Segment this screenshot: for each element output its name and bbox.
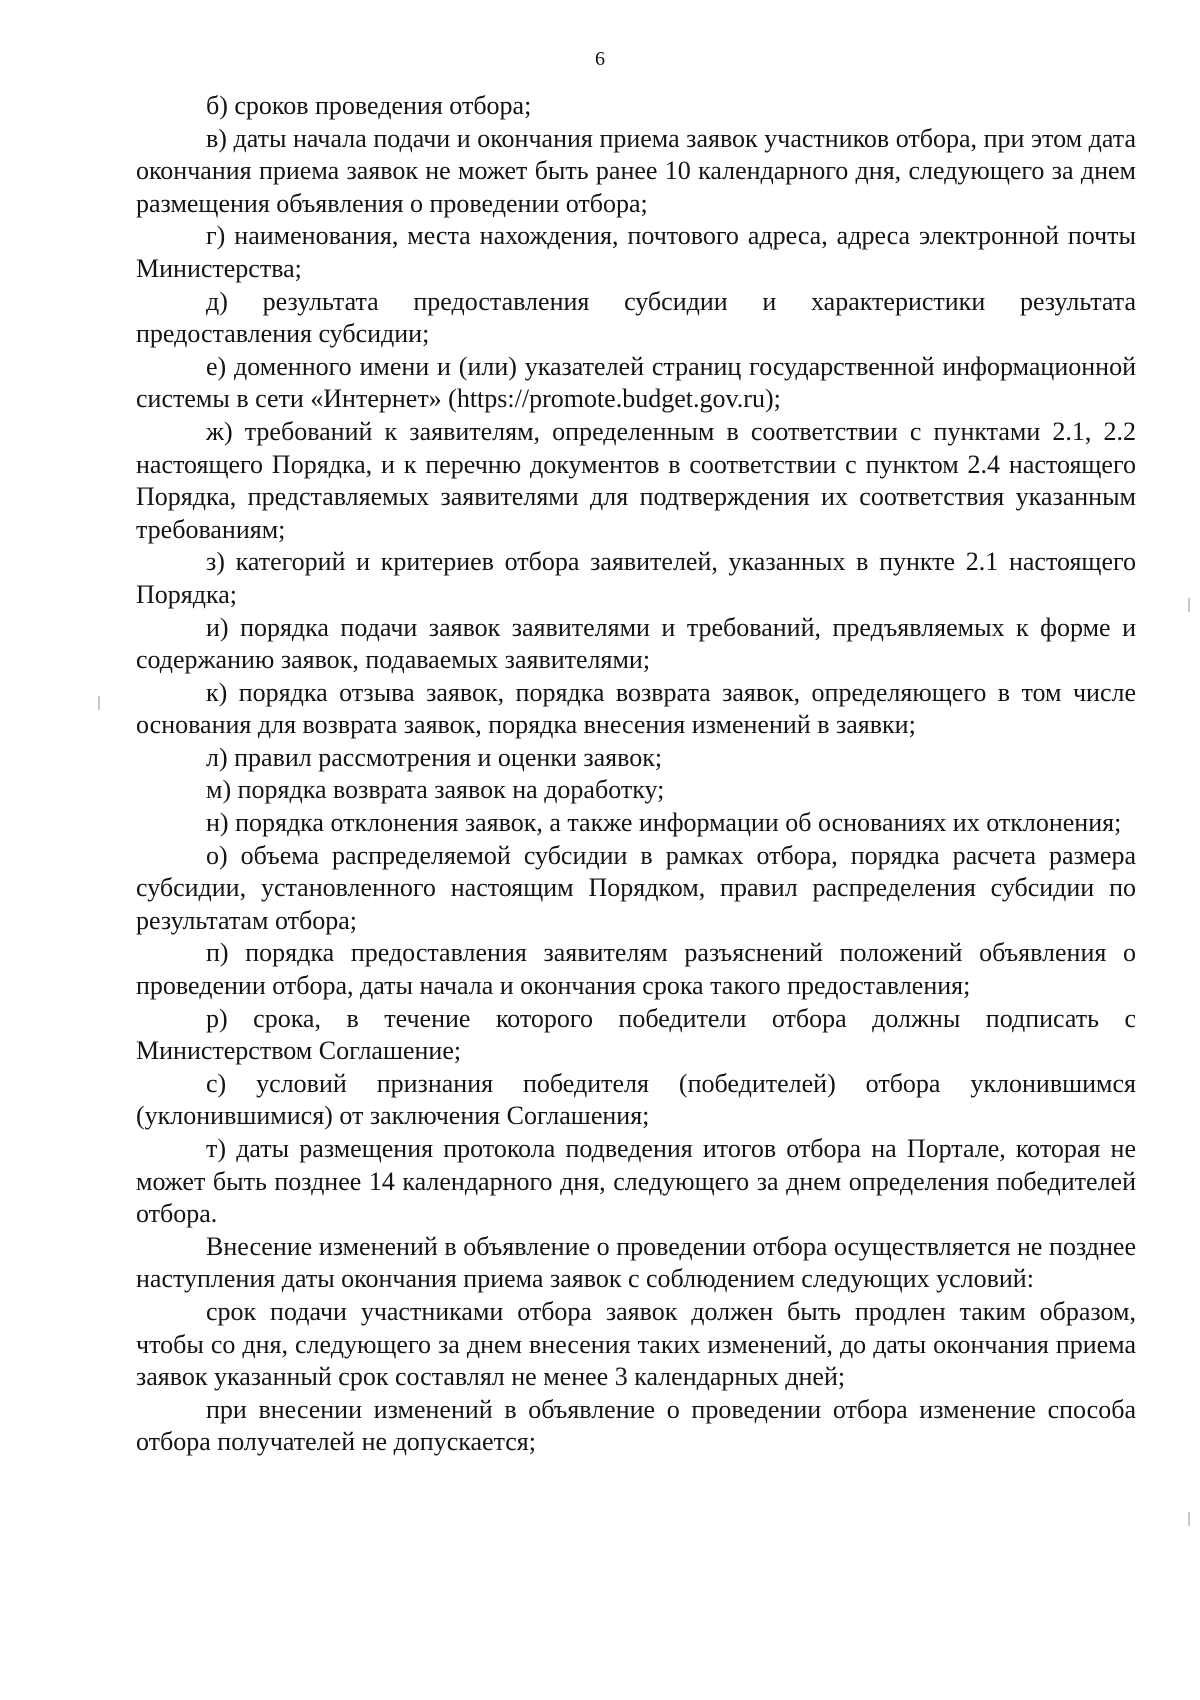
- list-item-label: в): [206, 123, 227, 153]
- list-item-text: порядка предоставления заявителям разъяснений положений объявления о проведении отбора, даты начала и окончания срока такого предоставления;: [136, 938, 1137, 1001]
- list-item-label: п): [206, 938, 229, 968]
- list-item-n: [136, 807, 1136, 840]
- list-item-label: е): [206, 351, 227, 381]
- list-item-text: результата предоставления субсидии и характеристики результата предоставления субсидии;: [136, 286, 1136, 349]
- list-item-r: [136, 1003, 1136, 1068]
- list-item-text: объема распределяемой субсидии в рамках отбора, порядка расчета размера субсидии, установленного настоящим Порядком, правил распределения субсидии по результатам отбора;: [136, 840, 1136, 935]
- page-number: 6: [595, 48, 605, 70]
- list-item-text: даты начала подачи и окончания приема заявок участников отбора, при этом дата окончания приема заявок не может быть ранее 10 календарного дня, следующего за днем размещения объявления о проведении отбора;: [136, 123, 1136, 218]
- list-item-b: [136, 90, 1136, 123]
- list-item-e: [136, 351, 1136, 416]
- list-item-text: правил рассмотрения и оценки заявок;: [234, 742, 663, 772]
- list-item-g: [136, 220, 1136, 285]
- list-item-o: [136, 840, 1136, 938]
- list-item-label: н): [206, 808, 229, 838]
- list-item-label: с): [206, 1068, 227, 1098]
- list-item-m: [136, 774, 1136, 807]
- list-item-text: даты размещения протокола подведения итогов отбора на Портале, которая не может быть позднее 14 календарного дня, следующего за днем определения победителей отбора.: [136, 1134, 1136, 1229]
- scan-margin-mark: [98, 696, 100, 710]
- list-item-label: м): [206, 775, 232, 805]
- list-item-v: [136, 123, 1136, 221]
- list-item-label: и): [206, 612, 229, 642]
- list-item-l: [136, 742, 1136, 775]
- list-item-text: доменного имени и (или) указателей страниц государственной информационной системы в сети «Интернет» (https://promote.budget.gov.ru);: [136, 351, 1136, 414]
- list-item-t: [136, 1133, 1136, 1231]
- list-item-label: т): [206, 1134, 227, 1163]
- paragraph-method-change: при внесении изменений в объявление о проведении отбора изменение способа отбора получателей не допускается;: [136, 1394, 1136, 1457]
- list-item-text: порядка возврата заявок на доработку;: [237, 775, 665, 805]
- list-item-label: б): [206, 91, 228, 120]
- list-item-zh: [136, 416, 1136, 546]
- list-item-text: порядка отклонения заявок, а также информации об основаниях их отклонения;: [235, 808, 1122, 838]
- list-item-s: [136, 1068, 1136, 1133]
- list-item-label: ж): [206, 416, 233, 446]
- list-item-text: условий признания победителя (победителей) отбора уклонившимся (уклонившимися) от заключения Соглашения;: [136, 1068, 1137, 1131]
- list-item-text: порядка подачи заявок заявителями и требований, предъявляемых к форме и содержанию заявок, подаваемых заявителями;: [136, 612, 1136, 675]
- list-item-text: срока, в течение которого победители отбора должны подписать с Министерством Соглашение;: [136, 1003, 1136, 1066]
- list-item-label: г): [206, 221, 226, 251]
- list-item-text: категорий и критериев отбора заявителей, указанных в пункте 2.1 настоящего Порядка;: [136, 547, 1137, 609]
- list-item-label: р): [206, 1003, 228, 1033]
- list-item-i: [136, 612, 1136, 677]
- document-body: [136, 90, 1136, 1459]
- list-item-k: [136, 677, 1136, 742]
- list-item-label: к): [206, 677, 228, 707]
- paragraph-deadline-extension: срок подачи участниками отбора заявок должен быть продлен таким образом, чтобы со дня, следующего за днем внесения таких изменений, до даты окончания приема заявок указанный срок составлял не менее 3 календарных дней;: [136, 1296, 1136, 1392]
- list-item-label: д): [206, 286, 228, 316]
- list-item-label: л): [206, 742, 228, 772]
- list-item-d: [136, 286, 1136, 351]
- list-item-text: наименования, места нахождения, почтового адреса, адреса электронной почты Министерства;: [136, 221, 1137, 283]
- list-item-text: сроков проведения отбора;: [234, 91, 532, 120]
- paragraph-amendment-rules: Внесение изменений в объявление о проведении отбора осуществляется не позднее наступления даты окончания приема заявок с соблюдением следующих условий:: [136, 1231, 1136, 1294]
- list-item-z: [136, 546, 1136, 611]
- list-item-text: требований к заявителям, определенным в соответствии с пунктами 2.1, 2.2 настоящего Порядка, и к перечню документов в соответствии с пунктом 2.4 настоящего Порядка, представляемых заявителями для подтверждения их соответствия указанным требованиям;: [136, 416, 1136, 544]
- list-item-label: з): [206, 547, 225, 577]
- scan-margin-mark: [1188, 598, 1190, 612]
- list-item-p: [136, 937, 1136, 1002]
- list-item-label: о): [206, 840, 228, 870]
- list-item-text: порядка отзыва заявок, порядка возврата заявок, определяющего в том числе основания для возврата заявок, порядка внесения изменений в заявки;: [136, 677, 1137, 740]
- scan-margin-mark: [1188, 1512, 1190, 1526]
